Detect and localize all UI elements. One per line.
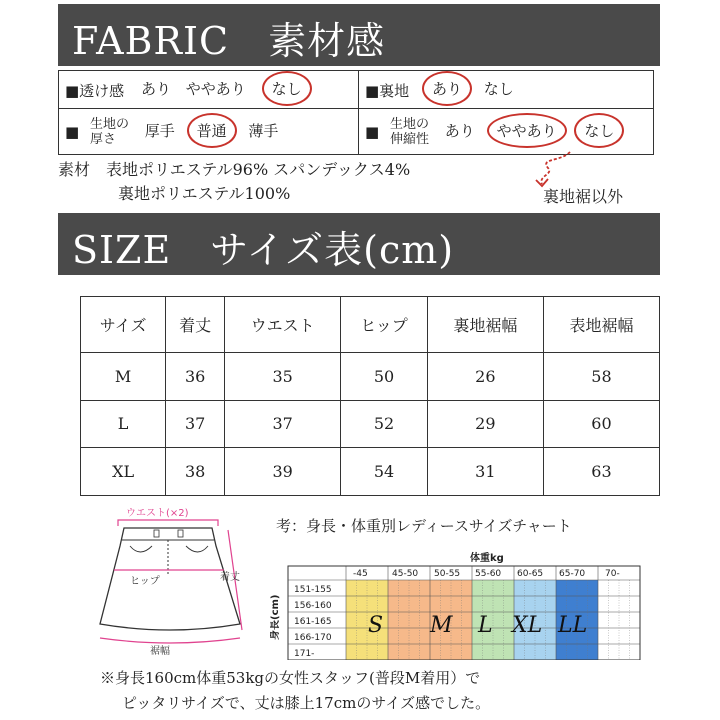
lining-cell bbox=[359, 71, 654, 109]
cell: 35 bbox=[225, 353, 341, 401]
cell: 39 bbox=[225, 448, 341, 496]
hip-label: ヒップ bbox=[130, 576, 160, 587]
column-header: サイズ bbox=[81, 297, 166, 353]
thickness-label bbox=[90, 117, 129, 147]
thickness-cell bbox=[59, 109, 359, 155]
material-line: 表地ポリエステル96% スパンデックス4% bbox=[106, 160, 411, 179]
transparency-label: ■透け感 bbox=[65, 81, 125, 100]
cell: 36 bbox=[166, 353, 225, 401]
hem-label: 裾幅 bbox=[150, 646, 170, 656]
bullet: ■ bbox=[365, 122, 380, 141]
footnote-line: ピッタリサイズで、丈は膝上17cmのサイズ感でした。 bbox=[122, 694, 491, 712]
option: なし bbox=[483, 80, 514, 99]
weight-range: -45 bbox=[353, 569, 368, 579]
waist-label: ウエスト(×2) bbox=[126, 508, 189, 519]
option: あり bbox=[140, 80, 171, 99]
cell: 63 bbox=[543, 448, 659, 496]
lining-note: 裏地裾以外 bbox=[543, 187, 624, 206]
cell: L bbox=[81, 400, 166, 448]
stretch-label bbox=[390, 117, 429, 147]
column-header: 裏地裾幅 bbox=[427, 297, 543, 353]
material-label: 素材 bbox=[58, 160, 91, 179]
cell: 37 bbox=[225, 400, 341, 448]
option-selected: あり bbox=[431, 80, 462, 99]
label-line: 生地の bbox=[389, 116, 429, 132]
option: あり bbox=[444, 121, 475, 140]
column-header: ウエスト bbox=[225, 297, 341, 353]
lining-label: ■裏地 bbox=[365, 81, 410, 100]
cell: 50 bbox=[341, 353, 428, 401]
size-l-label: L bbox=[478, 613, 493, 638]
height-header: 身長(cm) bbox=[270, 594, 281, 640]
length-label: 着丈 bbox=[220, 572, 240, 583]
size-chart bbox=[270, 548, 666, 660]
option: 厚手 bbox=[144, 121, 175, 140]
cell: XL bbox=[81, 448, 166, 496]
size-m-label: M bbox=[430, 613, 453, 638]
transparency-cell bbox=[59, 71, 359, 109]
table-row bbox=[81, 448, 660, 496]
cell: 60 bbox=[543, 400, 659, 448]
option-selected: なし bbox=[584, 121, 615, 140]
material-info bbox=[58, 158, 410, 206]
column-header: 表地裾幅 bbox=[543, 297, 659, 353]
weight-range: 45-50 bbox=[392, 569, 419, 579]
cell: 52 bbox=[341, 400, 428, 448]
weight-range: 50-55 bbox=[434, 569, 461, 579]
option: ややあり bbox=[185, 80, 246, 99]
height-range: 166-170 bbox=[294, 633, 332, 643]
height-range: 161-165 bbox=[294, 617, 332, 627]
size-ll-label: LL bbox=[558, 613, 588, 638]
fabric-attributes-table bbox=[58, 70, 654, 155]
option-selected: なし bbox=[271, 80, 302, 99]
size-s-label: S bbox=[368, 613, 384, 638]
table-row bbox=[81, 400, 660, 448]
height-range: 171- bbox=[294, 649, 315, 659]
cell: 58 bbox=[543, 353, 659, 401]
height-range: 151-155 bbox=[294, 585, 332, 595]
weight-range: 55-60 bbox=[475, 569, 502, 579]
cell: 54 bbox=[341, 448, 428, 496]
cell: 38 bbox=[166, 448, 225, 496]
option-selected: 普通 bbox=[196, 121, 227, 140]
size-banner bbox=[58, 213, 660, 275]
bullet: ■ bbox=[65, 122, 80, 141]
material-line: 裏地ポリエステル100% bbox=[118, 184, 291, 203]
cell: 26 bbox=[427, 353, 543, 401]
size-heading: SIZE サイズ表(cm) bbox=[72, 228, 455, 272]
label-line: 伸縮性 bbox=[389, 131, 429, 147]
waist-bracket bbox=[118, 520, 218, 526]
footnote bbox=[100, 666, 490, 716]
option-selected: ややあり bbox=[496, 121, 557, 140]
skirt-outline bbox=[100, 528, 240, 630]
column-header: ヒップ bbox=[341, 297, 428, 353]
footnote-line: ※身長160cm体重53kgの女性スタッフ(普段M着用）で bbox=[100, 669, 481, 687]
label-line: 生地の bbox=[89, 116, 129, 132]
skirt-diagram bbox=[90, 506, 250, 656]
hem-line bbox=[100, 638, 240, 643]
cell: 29 bbox=[427, 400, 543, 448]
cell: 37 bbox=[166, 400, 225, 448]
weight-range: 70- bbox=[605, 569, 620, 579]
weight-header: 体重kg bbox=[470, 553, 504, 564]
cell: M bbox=[81, 353, 166, 401]
column-header: 着丈 bbox=[166, 297, 225, 353]
height-range: 156-160 bbox=[294, 601, 332, 611]
fabric-heading: FABRIC 素材感 bbox=[72, 19, 386, 63]
size-table bbox=[80, 296, 660, 496]
table-row bbox=[81, 353, 660, 401]
label-line: 厚さ bbox=[89, 131, 116, 147]
stretch-cell bbox=[359, 109, 654, 155]
weight-range: 60-65 bbox=[517, 569, 544, 579]
weight-range: 65-70 bbox=[559, 569, 586, 579]
size-xl-label: XL bbox=[512, 613, 543, 638]
option: 薄手 bbox=[248, 121, 279, 140]
chart-title: 考：身長・体重別レディースサイズチャート bbox=[276, 517, 572, 535]
cell: 31 bbox=[427, 448, 543, 496]
fabric-banner bbox=[58, 4, 660, 66]
